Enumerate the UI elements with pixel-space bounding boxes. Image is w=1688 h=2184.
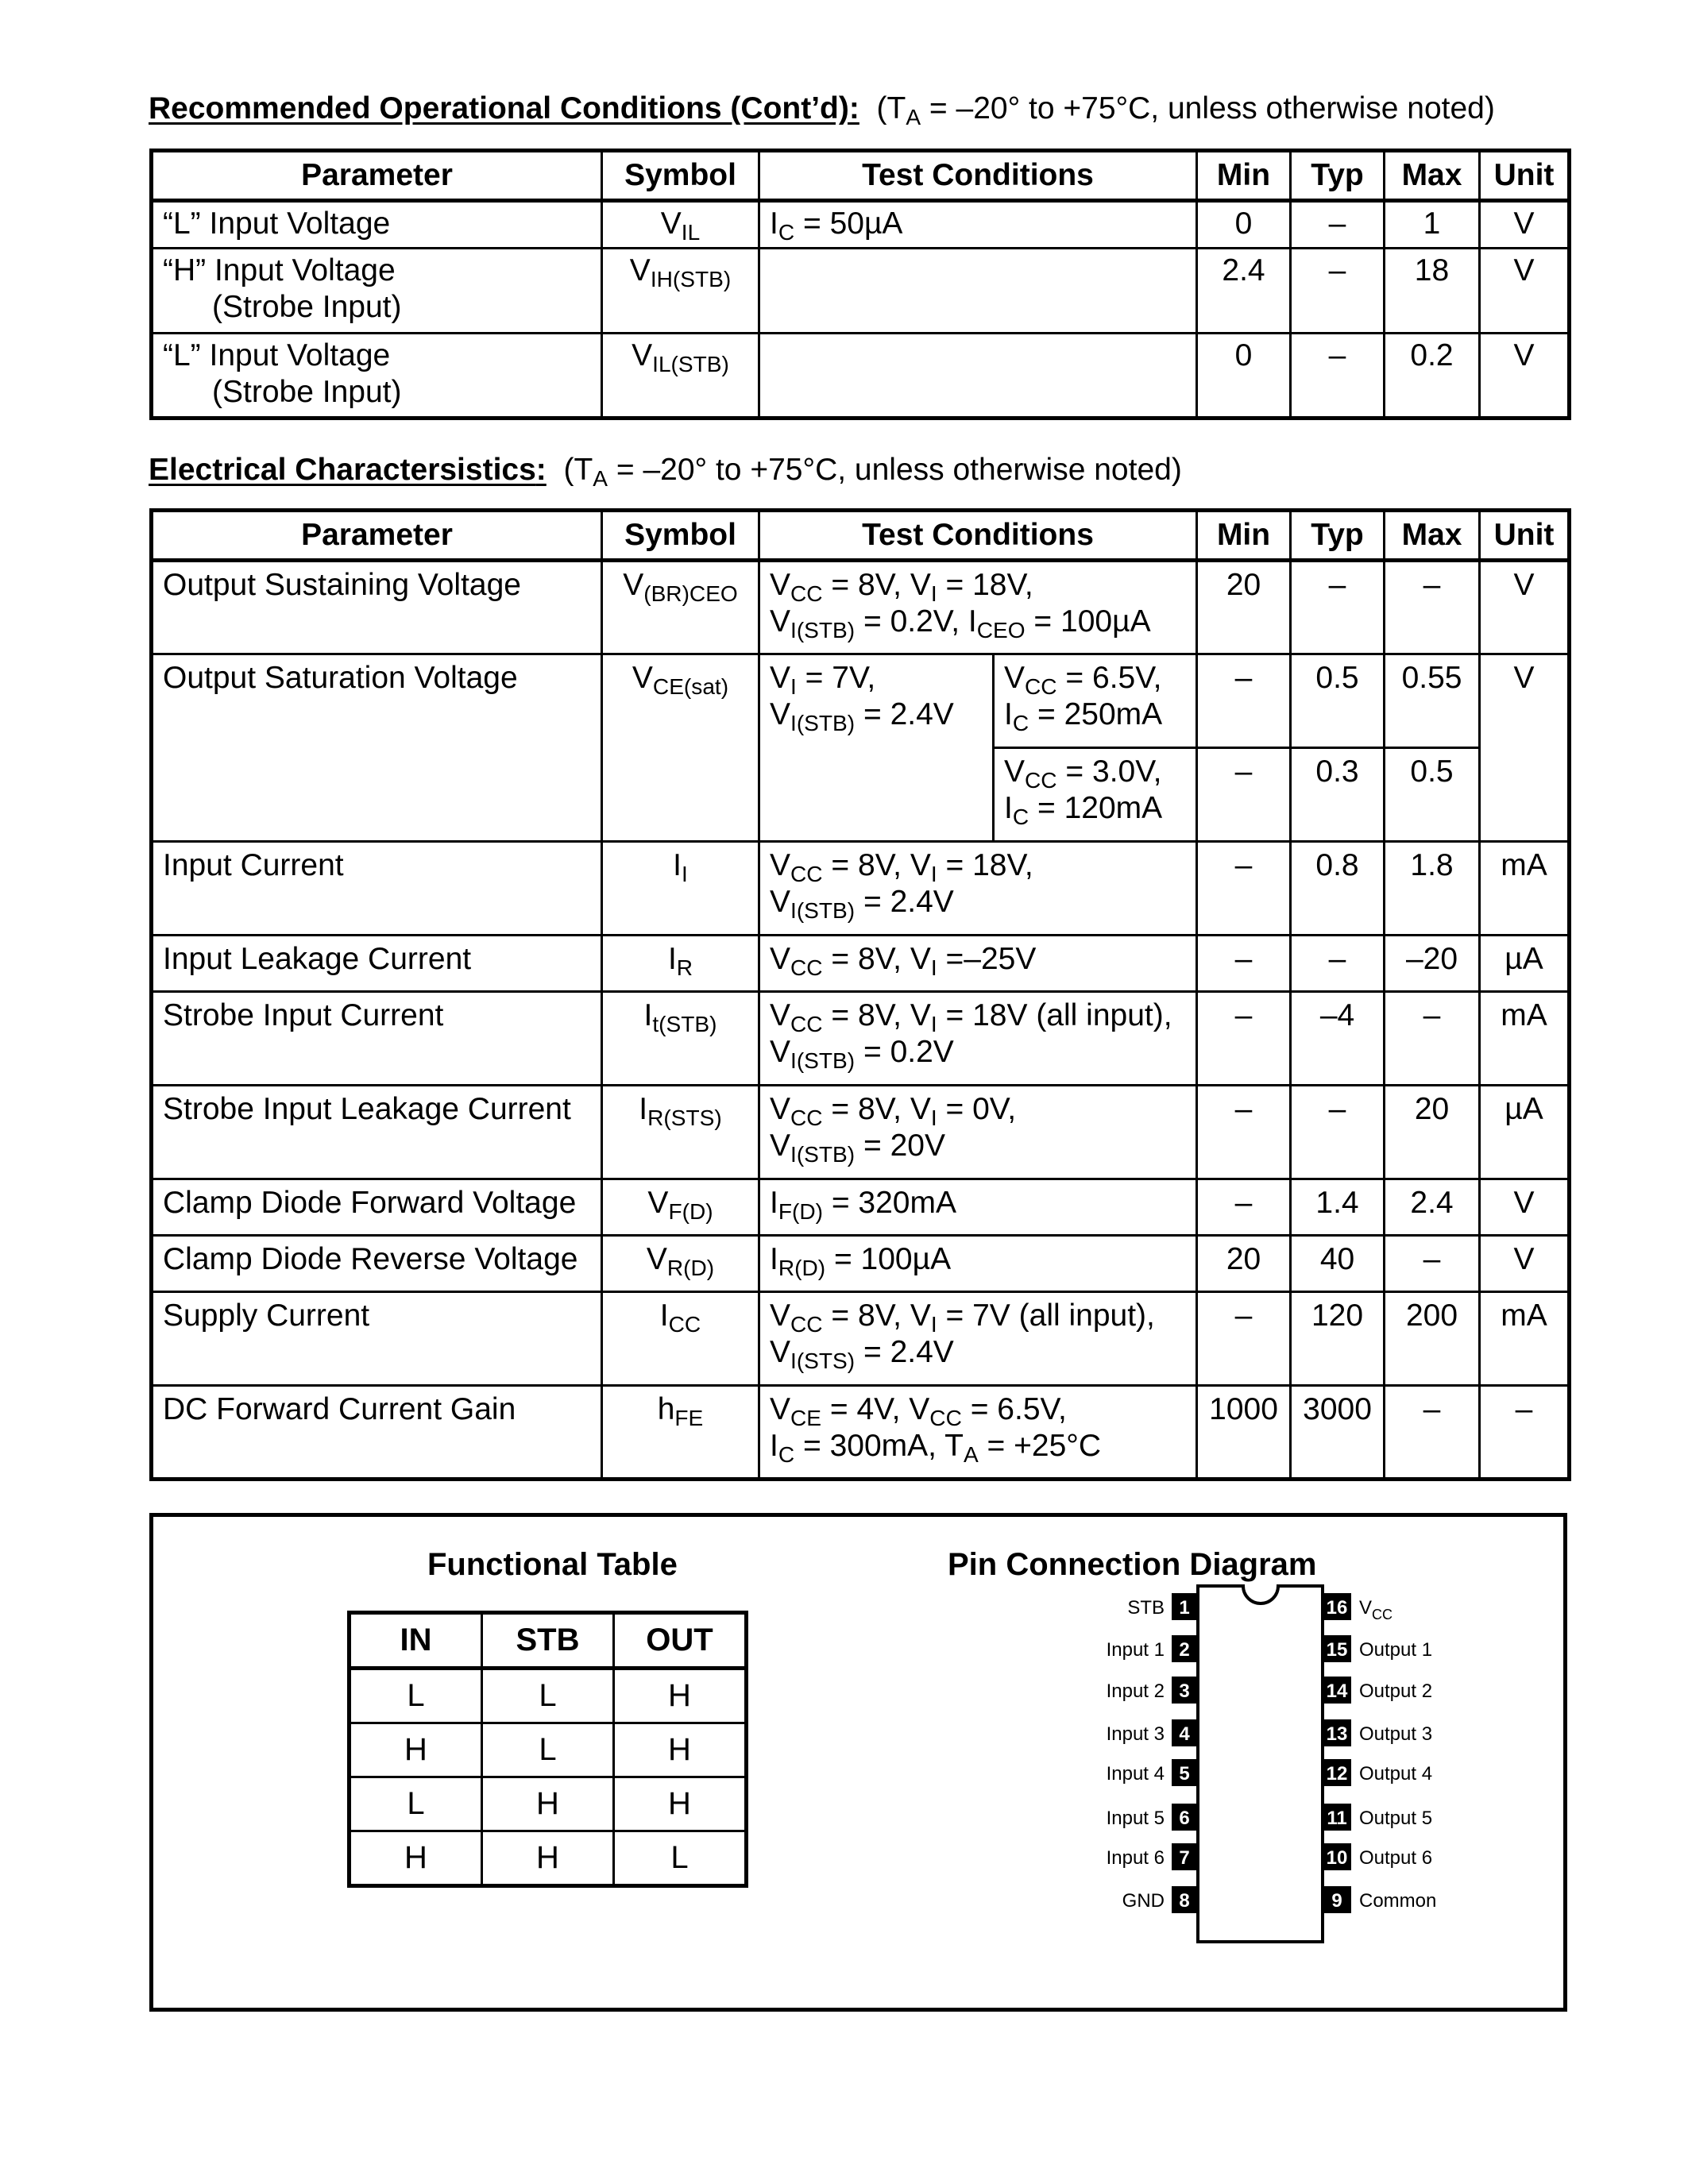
pin-10	[1323, 1843, 1432, 1870]
electrical-heading	[149, 451, 1182, 489]
pin-label: $V_{CC}$	[1359, 1597, 1393, 1623]
table-cell: L	[482, 1669, 614, 1723]
unit-cell: V	[1480, 249, 1570, 334]
pin-label: Output 6	[1359, 1847, 1433, 1869]
symbol-cell: $V_{IL}$	[602, 201, 759, 249]
typ-cell: 0.8	[1291, 842, 1385, 936]
pin-number: 7	[1179, 1847, 1190, 1869]
table-row	[152, 249, 1570, 334]
typ-cell: 0.3	[1291, 748, 1385, 842]
functional-table	[347, 1611, 748, 1888]
pin-number: 10	[1326, 1847, 1348, 1869]
col-min: Min	[1197, 151, 1291, 201]
pin-1	[1127, 1593, 1198, 1620]
symbol-cell: $I_I$	[602, 842, 759, 936]
typ-cell: –	[1291, 1086, 1385, 1179]
max-cell: –	[1385, 561, 1480, 654]
min-cell: 0	[1197, 334, 1291, 419]
pin-label: Output 2	[1359, 1680, 1433, 1702]
test-conditions-cell: $I_C = 50\mu A$	[759, 201, 1197, 249]
recommended-table	[149, 149, 1571, 420]
test-conditions-cell	[759, 249, 1197, 334]
max-cell: 2.4	[1385, 1179, 1480, 1236]
table-row	[350, 1831, 747, 1886]
min-cell: –	[1197, 1179, 1291, 1236]
symbol-cell: $V_{CE(sat)}$	[602, 654, 759, 842]
parameter-cell: Clamp Diode Reverse Voltage	[152, 1236, 602, 1292]
table-header-row	[350, 1613, 747, 1669]
max-cell: 0.2	[1385, 334, 1480, 419]
unit-cell: V	[1480, 334, 1570, 419]
min-cell: –	[1197, 992, 1291, 1086]
pin-16	[1323, 1593, 1393, 1623]
parameter-cell: Output Saturation Voltage	[152, 654, 602, 842]
max-cell: 20	[1385, 1086, 1480, 1179]
pin-number: 4	[1179, 1723, 1190, 1745]
table-row	[152, 1292, 1570, 1386]
symbol-cell: $I_{CC}$	[602, 1292, 759, 1386]
pin-9	[1323, 1886, 1436, 1913]
symbol-cell: $V_{F(D)}$	[602, 1179, 759, 1236]
unit-cell: mA	[1480, 992, 1570, 1086]
max-cell: –	[1385, 1236, 1480, 1292]
parameter-cell: Input Current	[152, 842, 602, 936]
typ-cell: 3000	[1291, 1386, 1385, 1480]
max-cell: 0.5	[1385, 748, 1480, 842]
parameter-cell: Strobe Input Current	[152, 992, 602, 1086]
min-cell: 2.4	[1197, 249, 1291, 334]
electrical-title: Electrical Charactersistics	[149, 453, 536, 487]
table-cell: H	[350, 1831, 482, 1886]
table-cell: H	[482, 1777, 614, 1831]
parameter-cell: Strobe Input Leakage Current	[152, 1086, 602, 1179]
table-row	[152, 992, 1570, 1086]
typ-cell: 0.5	[1291, 654, 1385, 748]
min-cell: 0	[1197, 201, 1291, 249]
pin-label: Input 3	[1106, 1723, 1165, 1745]
pin-label: Output 4	[1359, 1763, 1433, 1785]
table-cell: H	[350, 1723, 482, 1777]
unit-cell: µA	[1480, 936, 1570, 992]
table-row	[152, 1086, 1570, 1179]
typ-cell: –	[1291, 249, 1385, 334]
table-cell: L	[350, 1669, 482, 1723]
recommended-title: Recommended Operational Conditions (Cont’d)	[149, 91, 849, 125]
pin-label: Common	[1359, 1890, 1437, 1912]
symbol-cell: $V_{(BR)CEO}$	[602, 561, 759, 654]
parameter-cell: “H” Input Voltage (Strobe Input)	[152, 249, 602, 334]
typ-cell: –	[1291, 201, 1385, 249]
test-conditions-cell: $V_{CC} = 8V$, $V_I =-25V$	[759, 936, 1197, 992]
functional-table-title: Functional Table	[427, 1547, 678, 1582]
test-conditions-subcell: $V_{CC} = 3.0V$, $I_C = 120mA$	[994, 748, 1197, 842]
functional-pin-box	[149, 1513, 1567, 2012]
pin-label: Input 4	[1106, 1763, 1165, 1785]
max-cell: –	[1385, 1386, 1480, 1480]
pin-label: Input 5	[1106, 1808, 1165, 1829]
max-cell: 1.8	[1385, 842, 1480, 936]
pin-15	[1323, 1635, 1432, 1662]
parameter-cell: DC Forward Current Gain	[152, 1386, 602, 1480]
parameter-cell: Supply Current	[152, 1292, 602, 1386]
min-cell: –	[1197, 1292, 1291, 1386]
pin-number: 14	[1326, 1680, 1348, 1702]
unit-cell: mA	[1480, 1292, 1570, 1386]
max-cell: –20	[1385, 936, 1480, 992]
table-row	[350, 1777, 747, 1831]
table-row	[152, 1179, 1570, 1236]
table-cell: L	[614, 1831, 747, 1886]
table-header-row	[152, 151, 1570, 201]
pin-number: 1	[1179, 1597, 1190, 1619]
table-row	[152, 654, 1570, 748]
pin-7	[1107, 1843, 1198, 1870]
typ-cell: –	[1291, 561, 1385, 654]
recommended-heading	[149, 90, 1495, 128]
pin-8	[1122, 1886, 1198, 1913]
typ-cell: –	[1291, 334, 1385, 419]
col-typ: Typ	[1291, 151, 1385, 201]
pin-13	[1323, 1719, 1432, 1746]
pin-4	[1107, 1719, 1198, 1746]
col-symbol: Symbol	[602, 151, 759, 201]
test-conditions-cell: $V_{CC} = 8V$, $V_I = 0V$, $V_{I(STB)} = 20V$	[759, 1086, 1197, 1179]
pin-6	[1107, 1804, 1198, 1831]
table-row	[152, 936, 1570, 992]
col-parameter: Parameter	[152, 151, 602, 201]
table-header-row	[152, 511, 1570, 561]
typ-cell: –	[1291, 936, 1385, 992]
table-cell: H	[614, 1669, 747, 1723]
test-conditions-cell: $V_{CC} = 8V$, $V_I = 18V$, $V_{I(STB)} = 2.4V$	[759, 842, 1197, 936]
unit-cell: µA	[1480, 1086, 1570, 1179]
pin-connection-diagram	[1067, 1584, 1480, 1989]
pin-number: 15	[1326, 1639, 1348, 1661]
unit-cell: V	[1480, 561, 1570, 654]
pin-number: 5	[1179, 1763, 1190, 1785]
parameter-cell: Clamp Diode Forward Voltage	[152, 1179, 602, 1236]
table-row	[152, 201, 1570, 249]
col-test-conditions: Test Conditions	[759, 511, 1197, 561]
symbol-cell: $V_{IL(STB)}$	[602, 334, 759, 419]
test-conditions-cell: $V_I = 7V$, $V_{I(STB)} = 2.4V$	[759, 654, 994, 842]
recommended-colon: :	[848, 91, 859, 125]
col-symbol: Symbol	[602, 511, 759, 561]
table-cell: H	[482, 1831, 614, 1886]
pin-label: Input 2	[1106, 1680, 1165, 1702]
pin-12	[1323, 1759, 1432, 1786]
min-cell: 20	[1197, 561, 1291, 654]
pin-number: 8	[1179, 1890, 1190, 1912]
test-conditions-cell: $V_{CC} = 8V$, $V_I = 7V$ (all input), $V_{I(STS)} = 2.4V$	[759, 1292, 1197, 1386]
pin-14	[1323, 1677, 1432, 1704]
unit-cell: V	[1480, 654, 1570, 842]
test-conditions-cell	[759, 334, 1197, 419]
unit-cell: mA	[1480, 842, 1570, 936]
pin-3	[1107, 1677, 1198, 1704]
col-max: Max	[1385, 151, 1480, 201]
electrical-note: ($T_A = -20^\circ$ to +75°C, unless otherwise noted)	[563, 453, 1182, 491]
table-row	[350, 1723, 747, 1777]
symbol-cell: $V_{R(D)}$	[602, 1236, 759, 1292]
table-row	[152, 1386, 1570, 1480]
col-max: Max	[1385, 511, 1480, 561]
pin-number: 16	[1326, 1597, 1348, 1619]
pin-number: 11	[1327, 1808, 1347, 1829]
typ-cell: 40	[1291, 1236, 1385, 1292]
test-conditions-cell: $I_{R(D)} = 100\mu A$	[759, 1236, 1197, 1292]
table-row	[152, 1236, 1570, 1292]
col-out: OUT	[614, 1613, 747, 1669]
max-cell: 200	[1385, 1292, 1480, 1386]
col-min: Min	[1197, 511, 1291, 561]
table-cell: L	[482, 1723, 614, 1777]
test-conditions-subcell: $V_{CC} = 6.5V$, $I_C = 250mA$	[994, 654, 1197, 748]
min-cell: –	[1197, 936, 1291, 992]
col-stb: STB	[482, 1613, 614, 1669]
pin-number: 2	[1179, 1639, 1190, 1661]
min-cell: –	[1197, 654, 1291, 748]
parameter-cell: “L” Input Voltage	[152, 201, 602, 249]
table-row	[152, 842, 1570, 936]
pin-label: Input 1	[1106, 1639, 1165, 1661]
symbol-cell: $I_R$	[602, 936, 759, 992]
pin-diagram-title: Pin Connection Diagram	[948, 1547, 1317, 1582]
pin-label: Input 6	[1106, 1847, 1165, 1869]
pin-label: Output 1	[1359, 1639, 1433, 1661]
pin-number: 3	[1179, 1680, 1190, 1702]
col-in: IN	[350, 1613, 482, 1669]
test-conditions-cell: $V_{CC} = 8V$, $V_I = 18V$, $V_{I(STB)} = 0.2V$, $I_{CEO} = 100\mu A$	[759, 561, 1197, 654]
unit-cell: V	[1480, 201, 1570, 249]
ic-package-outline	[1198, 1586, 1323, 1942]
parameter-cell: Output Sustaining Voltage	[152, 561, 602, 654]
min-cell: –	[1197, 1086, 1291, 1179]
parameter-cell: Input Leakage Current	[152, 936, 602, 992]
pin-2	[1107, 1635, 1198, 1662]
typ-cell: –4	[1291, 992, 1385, 1086]
max-cell: 18	[1385, 249, 1480, 334]
min-cell: 20	[1197, 1236, 1291, 1292]
table-row	[152, 334, 1570, 419]
pin-number: 6	[1179, 1808, 1190, 1829]
col-parameter: Parameter	[152, 511, 602, 561]
min-cell: –	[1197, 748, 1291, 842]
pin-label: Output 3	[1359, 1723, 1433, 1745]
pin-number: 13	[1326, 1723, 1348, 1745]
table-row	[350, 1669, 747, 1723]
pin-label: STB	[1127, 1597, 1165, 1619]
test-conditions-cell: $V_{CE} = 4V$, $V_{CC} = 6.5V$, $I_C = 300mA$, $T_A = +25^\circ C$	[759, 1386, 1197, 1480]
symbol-cell: $V_{IH(STB)}$	[602, 249, 759, 334]
max-cell: 1	[1385, 201, 1480, 249]
test-conditions-cell: $I_{F(D)} = 320mA$	[759, 1179, 1197, 1236]
typ-cell: 120	[1291, 1292, 1385, 1386]
col-unit: Unit	[1480, 151, 1570, 201]
recommended-note: ($T_A = -20^\circ$ to +75°C, unless otherwise noted)	[876, 91, 1495, 129]
symbol-cell: $I_{R(STS)}$	[602, 1086, 759, 1179]
pin-11	[1323, 1804, 1432, 1831]
pin-label: Output 5	[1359, 1808, 1433, 1829]
symbol-cell: $h_{FE}$	[602, 1386, 759, 1480]
electrical-colon: :	[535, 453, 547, 487]
test-conditions-cell: $V_{CC} = 8V$, $V_I = 18V$ (all input), $V_{I(STB)} = 0.2V$	[759, 992, 1197, 1086]
col-typ: Typ	[1291, 511, 1385, 561]
min-cell: 1000	[1197, 1386, 1291, 1480]
table-cell: H	[614, 1723, 747, 1777]
symbol-cell: $I_{t(STB)}$	[602, 992, 759, 1086]
typ-cell: 1.4	[1291, 1179, 1385, 1236]
electrical-table	[149, 508, 1571, 1481]
pin-number: 9	[1331, 1890, 1342, 1912]
pin-label: GND	[1122, 1890, 1165, 1912]
max-cell: –	[1385, 992, 1480, 1086]
col-unit: Unit	[1480, 511, 1570, 561]
max-cell: 0.55	[1385, 654, 1480, 748]
min-cell: –	[1197, 842, 1291, 936]
col-test-conditions: Test Conditions	[759, 151, 1197, 201]
table-row	[152, 561, 1570, 654]
unit-cell: –	[1480, 1386, 1570, 1480]
pin-5	[1107, 1759, 1198, 1786]
table-cell: H	[614, 1777, 747, 1831]
unit-cell: V	[1480, 1179, 1570, 1236]
table-cell: L	[350, 1777, 482, 1831]
pin-number: 12	[1326, 1763, 1348, 1785]
parameter-cell: “L” Input Voltage (Strobe Input)	[152, 334, 602, 419]
unit-cell: V	[1480, 1236, 1570, 1292]
